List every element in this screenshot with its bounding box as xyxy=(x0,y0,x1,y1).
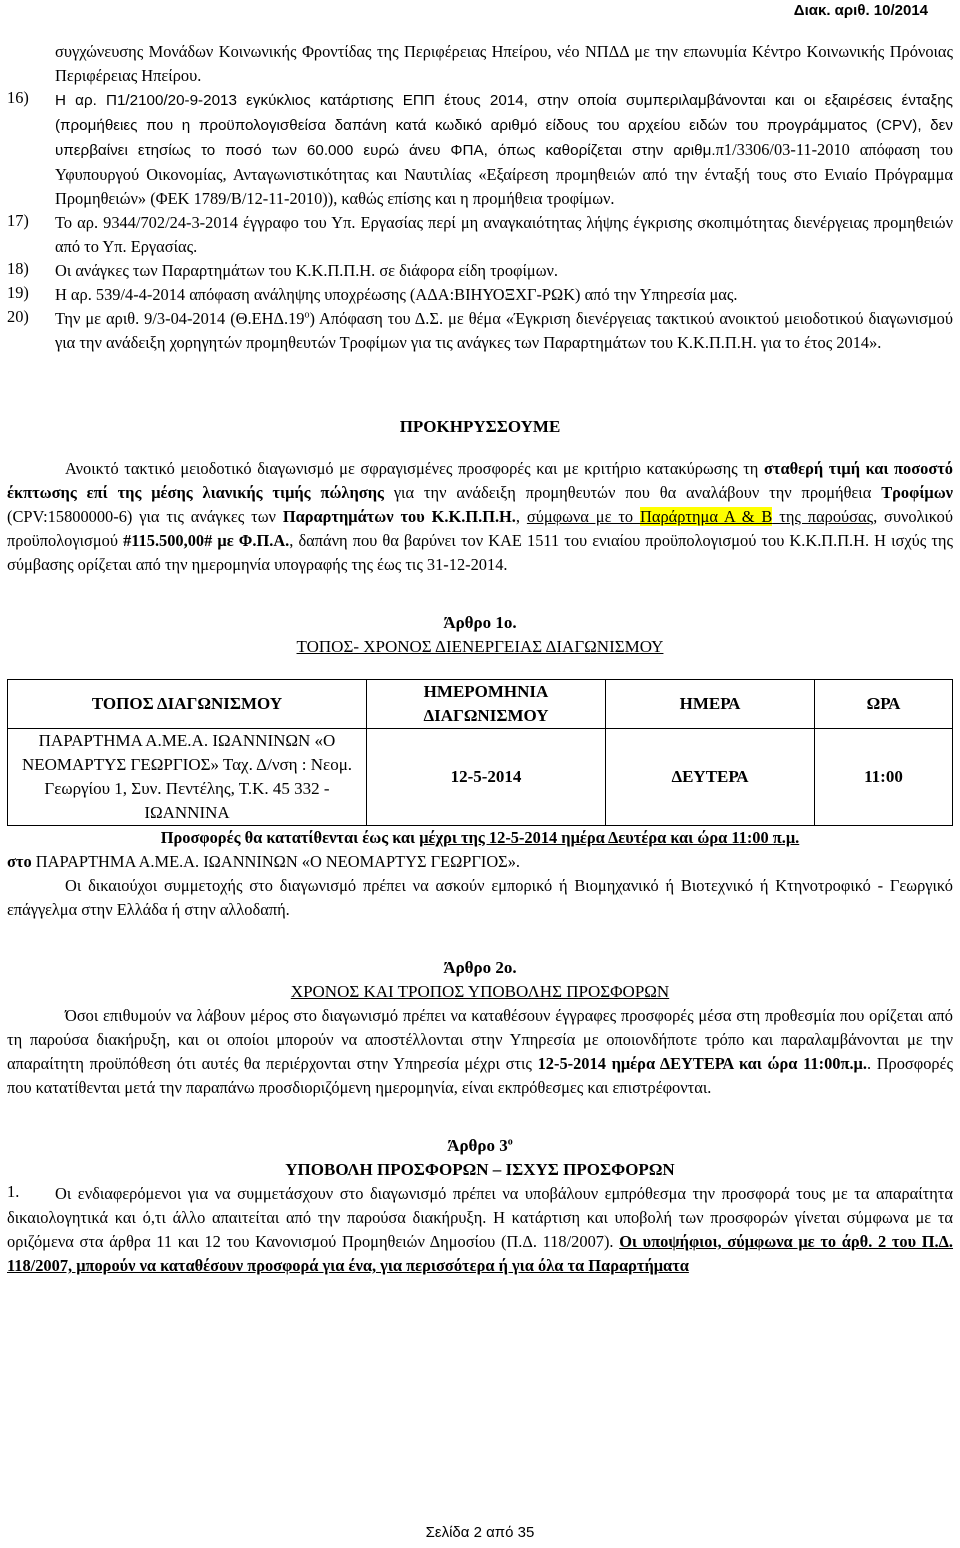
proclamation-title: ΠΡΟΚΗΡΥΣΣΟΥΜΕ xyxy=(399,417,561,436)
table-cell-time: 11:00 xyxy=(815,729,953,826)
list-item-18 xyxy=(7,259,953,283)
venue-table xyxy=(7,679,953,826)
list-number: 1. xyxy=(7,1182,20,1201)
table-cell-place: ΠΑΡΑΡΤΗΜΑ Α.ΜΕ.Α. ΙΩΑΝΝΙΝΩΝ «Ο ΝΕΟΜΑΡΤΥΣ ΓΕΩΡΓΙΟΣ» Ταχ. Δ/νση : Νεομ. Γεωργίου 1, Συν. Πεντέλης, Τ.Κ. 45 332 - ΙΩΑΝΝΙΝΑ xyxy=(8,729,367,826)
table-header-row xyxy=(8,680,953,729)
document-body xyxy=(7,40,953,1278)
document-reference: Διακ. αριθ. 10/2014 xyxy=(793,2,928,19)
list-item-continuation xyxy=(7,40,953,88)
list-item-article3-1: 1. Οι ενδιαφερόμενοι για να συμμετάσχουν στο διαγωνισμό πρέπει να υποβάλουν εμπρόθεσμα την προσφορά τους με τα απαραίτητα δικαιολογητικά και ό,τι άλλο απαιτείται από την παρούσα διακήρυξη. Η κατάρτιση και υποβολή των προσφορών γίνεται σύμφωνα με τα οριζόμενα στα άρθρα 11 και 12 του Κανονισμού Προμηθειών Δημοσίου (Π.Δ. 118/2007). Οι υποψήφιοι, σύμφωνα με το άρθ. 2 του Π.Δ. 118/2007, μπορούν να καταθέσουν προσφορά για ένα, για περισσότερα ή για όλα τα Παραρτήματα xyxy=(7,1182,953,1278)
offers-deadline: Προσφορές θα κατατίθενται έως και μέχρι της 12-5-2014 ημέρα Δευτέρα και ώρα 11:00 π.μ. xyxy=(160,828,800,847)
list-item-text: ) Απόφαση του Δ.Σ. με θέμα «Έγκριση διενέργειας τακτικού ανοικτού μειοδοτικού διαγωνισμού για την ανάδειξη χορηγητών προμηθευτών Τροφίμων για τις ανάγκες των Παραρτημάτων του Κ.Κ.Π.Π.Η. για το έτος 2014». xyxy=(55,309,953,352)
list-item-text: Οι ανάγκες των Παραρτημάτων του Κ.Κ.Π.Π.Η. σε διάφορα είδη τροφίμων. xyxy=(55,261,558,280)
article-3-title: Άρθρο $3^o$ xyxy=(447,1136,513,1155)
list-number: 17) xyxy=(7,211,29,230)
list-item-text: Το αρ. 9344/702/24-3-2014 έγγραφο του Υπ. Εργασίας περί μη αναγκαιότητας λήψης έγκρισης σκοπιμότητας διενέργειας προμηθειών από το Υπ. Εργασίας. xyxy=(55,213,953,256)
highlighted-annex-ref: Παράρτημα Α & Β xyxy=(640,507,773,526)
article-3-subtitle: ΥΠΟΒΟΛΗ ΠΡΟΣΦΟΡΩΝ – ΙΣΧΥΣ ΠΡΟΣΦΟΡΩΝ xyxy=(285,1160,675,1179)
list-item-17 xyxy=(7,211,953,259)
list-item-19 xyxy=(7,283,953,307)
list-item-text: π1/3306/03-11-2010 απόφαση του Υφυπουργού Οικονομίας, Ανταγωνιστικότητας και Ναυτιλίας «Εξαίρεση προμηθειών από την ένταξή τους στο Ενιαίο Πρόγραμμα Προμηθειών» (ΦΕΚ 1789/Β/12-11-2010)), καθώς επίσης και η προμήθεια τροφίμων. xyxy=(55,140,953,208)
article-2-title: Άρθρο 2ο. xyxy=(443,958,517,977)
list-number: 19) xyxy=(7,283,29,302)
list-item-20 xyxy=(7,307,953,355)
offers-location: στο ΠΑΡΑΡΤΗΜΑ Α.ΜΕ.Α. ΙΩΑΝΝΙΝΩΝ «Ο ΝΕΟΜΑΡΤΥΣ ΓΕΩΡΓΙΟΣ». xyxy=(7,852,520,871)
list-number: 20) xyxy=(7,307,29,326)
table-header-date: ΗΜΕΡΟΜΗΝΙΑ ΔΙΑΓΩΝΙΣΜΟΥ xyxy=(367,680,606,729)
article-1-subtitle: ΤΟΠΟΣ- ΧΡΟΝΟΣ ΔΙΕΝΕΡΓΕΙΑΣ ΔΙΑΓΩΝΙΣΜΟΥ xyxy=(296,637,664,656)
table-header-day: ΗΜΕΡΑ xyxy=(606,680,815,729)
list-item-text: Η αρ. 539/4-4-2014 απόφαση ανάληψης υποχρέωσης (ΑΔΑ:ΒΙΗΥΟΞΧΓ-ΡΩΚ) από την Υπηρεσία μας. xyxy=(55,285,738,304)
list-item-text: συγχώνευσης Μονάδων Κοινωνικής Φροντίδας της Περιφέρειας Ηπείρου, νέο ΝΠΔΔ με την επωνυμία Κέντρο Κοινωνικής Πρόνοιας Περιφέρειας Ηπείρου. xyxy=(55,42,953,85)
superscript: ο xyxy=(304,309,310,321)
list-item-16 xyxy=(7,88,953,211)
list-number: 16) xyxy=(7,88,29,107)
table-row xyxy=(8,729,953,826)
article-2-paragraph: Όσοι επιθυμούν να λάβουν μέρος στο διαγωνισμό πρέπει να καταθέσουν έγγραφες προσφορές μέσα στη προθεσμία που ορίζεται από τη παρούσα διακήρυξη, και οι οποίοι μπορούν να αποστέλλονται στην Υπηρεσία με οποιονδήποτε τρόπο και παραλαμβάνονται με την απαραίτητη προϋπόθεση ότι αυτές θα περιέρχονται στην Υπηρεσία μέχρι στις 12-5-2014 ημέρα ΔΕΥΤΕΡΑ και ώρα 11:00π.μ.. Προσφορές που κατατίθενται μετά την παραπάνω προσδιοριζόμενη ημερομηνία, είναι εκπρόθεσμες και επιστρέφονται. xyxy=(7,1006,953,1097)
eligibility-paragraph: Οι δικαιούχοι συμμετοχής στο διαγωνισμό πρέπει να ασκούν εμπορικό ή Βιομηχανικό ή Βιοτεχνικό ή Κτηνοτροφικό - Γεωργικό επάγγελμα στην Ελλάδα ή στην αλλοδαπή. xyxy=(7,876,953,919)
proclamation-paragraph: Ανοικτό τακτικό μειοδοτικό διαγωνισμό με σφραγισμένες προσφορές και με κριτήριο κατακύρωσης τη σταθερή τιμή και ποσοστό έκπτωσης επί της μέσης λιανικής τιμής πώλησης για την ανάδειξη προμηθευτών που θα αναλάβουν την προμήθεια Τροφίμων (CPV:15800000-6) για τις ανάγκες των Παραρτημάτων του Κ.Κ.Π.Π.Η., σύμφωνα με το Παράρτημα Α & Β της παρούσας, συνολικού προϋπολογισμού #115.500,00# με Φ.Π.Α., δαπάνη που θα βαρύνει τον ΚΑΕ 1511 του ενιαίου προϋπολογισμού του Κ.Κ.Π.Π.Η. Η ισχύς της σύμβασης ορίζεται από την ημερομηνία υπογραφής της έως τις 31-12-2014. xyxy=(7,459,953,574)
table-cell-date: 12-5-2014 xyxy=(367,729,606,826)
list-item-text: Η αρ. Π1/2100/20-9-2013 εγκύκλιος κατάρτισης ΕΠΠ έτους 2014, στην οποία συμπεριλαμβάνονται και οι εξαιρέσεις ένταξης (προμήθειες που η προϋπολογισθείσα δαπάνη κατά κωδικό αριθμό είδους του αρχείου ειδών του προγράμματος (CPV), δεν υπερβαίνει ετησίως το ποσό των 60.000 ευρώ άνευ ΦΠΑ, όπως καθορίζεται στην αριθμ. xyxy=(55,92,953,159)
table-cell-day: ΔΕΥΤΕΡΑ xyxy=(606,729,815,826)
article-1-title: Άρθρο 1ο. xyxy=(443,613,517,632)
table-header-time: ΩΡΑ xyxy=(815,680,953,729)
bold-underlined-clause: Οι υποψήφιοι, σύμφωνα με το άρθ. 2 του Π.Δ. 118/2007, μπορούν να καταθέσουν προσφορά για ένα, για περισσότερα ή για όλα τα Παραρτήματα xyxy=(7,1232,954,1275)
article-2-subtitle: ΧΡΟΝΟΣ ΚΑΙ ΤΡΟΠΟΣ ΥΠΟΒΟΛΗΣ ΠΡΟΣΦΟΡΩΝ xyxy=(290,982,670,1001)
page-number: Σελίδα 2 από 35 xyxy=(425,1524,535,1541)
list-item-text: Την με αριθ. 9/3-04-2014 (Θ.ΕΗΔ.19 xyxy=(55,309,305,328)
list-number: 18) xyxy=(7,259,29,278)
table-header-place: ΤΟΠΟΣ ΔΙΑΓΩΝΙΣΜΟΥ xyxy=(8,680,367,729)
